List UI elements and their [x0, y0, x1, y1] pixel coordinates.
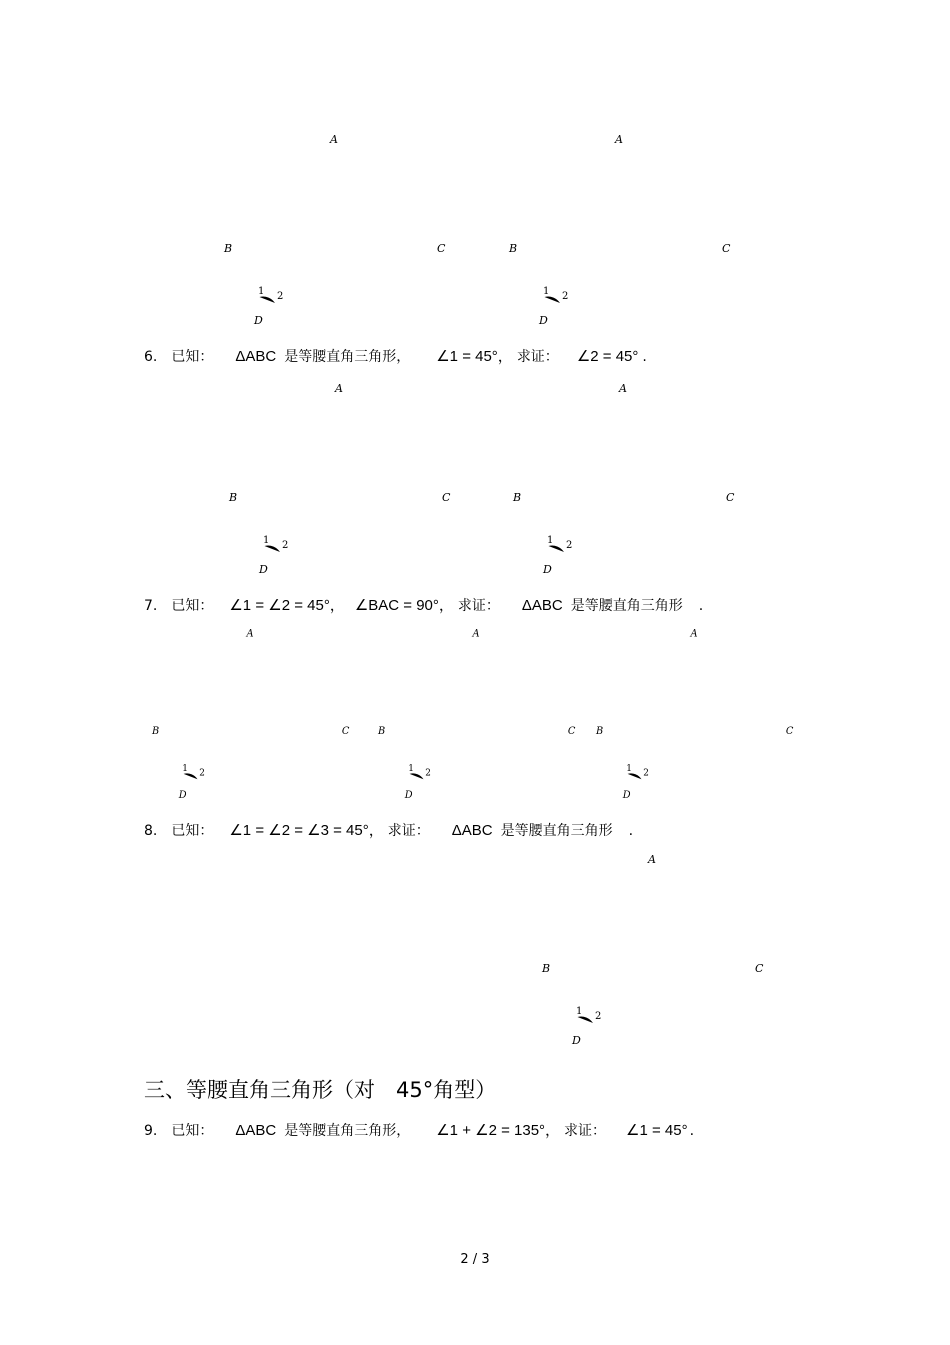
label-a: A — [472, 628, 480, 640]
problem-6: 6. 已知： ΔABC 是等腰直角三角形， ∠1 = 45°， 求证： ∠2 = 45° . — [144, 348, 647, 365]
label-c: C — [755, 962, 764, 975]
angle-2-label: 2 — [643, 768, 649, 779]
label-a: A — [690, 628, 698, 640]
page-number: 2 / 3 — [460, 1252, 490, 1267]
label-d: D — [404, 789, 413, 801]
angle-2-label: 2 — [562, 291, 569, 302]
angle-1-label: 1 — [543, 286, 550, 297]
label-d: D — [539, 314, 548, 327]
label-d: D — [254, 314, 263, 327]
label-b: B — [152, 725, 160, 737]
label-b: B — [513, 491, 522, 504]
angle-2-label: 2 — [199, 768, 205, 779]
angle-2-label: 2 — [425, 768, 431, 779]
label-c: C — [442, 491, 451, 504]
figure-6 — [378, 628, 583, 803]
figure-5 — [152, 628, 357, 803]
label-b: B — [378, 725, 386, 737]
angle-1-label: 1 — [576, 1006, 583, 1017]
figure-8 — [542, 854, 772, 1049]
label-b: B — [596, 725, 604, 737]
label-a: A — [615, 133, 623, 146]
label-c: C — [726, 491, 735, 504]
figure-4 — [513, 383, 743, 578]
angle-1-label: 1 — [626, 764, 632, 775]
label-a: A — [619, 382, 627, 395]
figure-7 — [596, 628, 801, 803]
label-a: A — [648, 853, 656, 866]
label-c: C — [722, 242, 731, 255]
angle-2-label: 2 — [595, 1011, 602, 1022]
angle-1-label: 1 — [408, 764, 414, 775]
angle-2-label: 2 — [282, 540, 289, 551]
label-c: C — [785, 725, 794, 737]
label-a: A — [246, 628, 254, 640]
angle-1-label: 1 — [547, 535, 554, 546]
label-c: C — [567, 725, 576, 737]
label-b: B — [229, 491, 238, 504]
label-b: B — [224, 242, 233, 255]
figure-1 — [224, 134, 454, 329]
figure-2 — [509, 134, 739, 329]
section-heading: 三、等腰直角三角形（对 45°角型） — [144, 1078, 497, 1102]
label-c: C — [341, 725, 350, 737]
label-d: D — [543, 563, 552, 576]
angle-1-label: 1 — [258, 286, 265, 297]
label-a: A — [330, 133, 338, 146]
label-a: A — [335, 382, 343, 395]
label-d: D — [178, 789, 187, 801]
problem-9: 9. 已知： ΔABC 是等腰直角三角形， ∠1 + ∠2 = 135°， 求证： ∠1 = 45° . — [144, 1122, 695, 1139]
label-b: B — [509, 242, 518, 255]
label-d: D — [622, 789, 631, 801]
problem-7: 7. 已知： ∠1 = ∠2 = 45°， ∠BAC = 90°， 求证： ΔABC 是等腰直角三角形 . — [144, 597, 704, 614]
label-b: B — [542, 962, 551, 975]
angle-2-label: 2 — [277, 291, 284, 302]
label-d: D — [572, 1034, 581, 1047]
angle-1-label: 1 — [182, 764, 188, 775]
angle-2-label: 2 — [566, 540, 573, 551]
label-d: D — [259, 563, 268, 576]
figure-3 — [229, 383, 459, 578]
problem-8: 8. 已知： ∠1 = ∠2 = ∠3 = 45°， 求证： ΔABC 是等腰直角三角形 . — [144, 822, 634, 839]
angle-1-label: 1 — [263, 535, 270, 546]
label-c: C — [437, 242, 446, 255]
